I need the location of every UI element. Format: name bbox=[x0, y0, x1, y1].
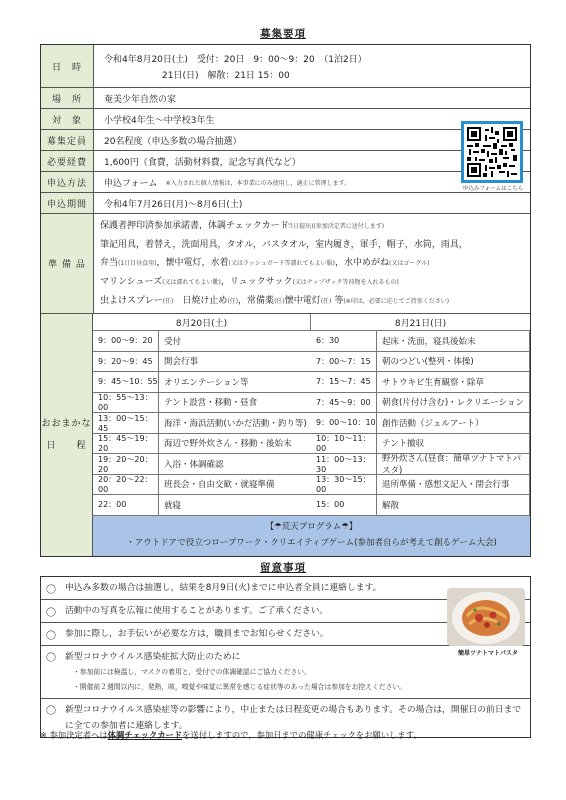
rain-title: 【☂荒天プログラム☂】 bbox=[265, 521, 358, 532]
schedule-activity-day2: 創作活動（ジェルアート） bbox=[377, 413, 530, 434]
schedule-activity-day2: 起床・洗面，寝具後始末 bbox=[377, 331, 530, 352]
qr-code[interactable] bbox=[461, 121, 523, 183]
capacity-value: 20名程度（申込多数の場合抽選） bbox=[104, 136, 242, 147]
qr-caption: 申込みフォームはこちら bbox=[462, 186, 524, 192]
schedule-activity-day2: 退所準備・感想文記入・閉会行事 bbox=[377, 475, 530, 496]
schedule-time-day2: 7：45～9：00 bbox=[311, 393, 377, 414]
notes-title: 留意事項 bbox=[260, 562, 306, 574]
schedule-activity-day2: サトウキビ生育観察・除草 bbox=[377, 372, 530, 393]
rain-program bbox=[93, 516, 530, 556]
schedule-time-day1: 22：00 bbox=[93, 495, 159, 516]
note-item: 〇 活動中の写真を広報に使用することがあります。ご了承ください。 bbox=[41, 599, 530, 622]
schedule-time-day1: 9：20～9：45 bbox=[93, 352, 159, 373]
schedule-time-day1: 20：20～22：00 bbox=[93, 475, 159, 496]
note-item: 〇 新型コロナウイルス感染症等の影響により，中止または日程変更の場合もあります。その場合は，開催日の前日までに全ての参加者に連絡します。 bbox=[41, 698, 530, 737]
rain-text: ・アウトドアで役立つロープワーク・クリエイティブゲーム(参加者自らが考えて創るゲーム大会) bbox=[126, 537, 497, 548]
qr-code-icon bbox=[467, 127, 517, 177]
row-target: 対 象 小学校4年生～中学校3年生 bbox=[41, 108, 530, 129]
schedule-time-day1: 19：20～20：20 bbox=[93, 454, 159, 475]
schedule-activity-day1: 受付 bbox=[159, 331, 311, 352]
schedule-activity-day2: テント撤収 bbox=[377, 434, 530, 455]
items-line-4: マリンシューズ(又は濡れてもよい靴)，リュックサック(又はナップザック等荷物を入れるもの) bbox=[100, 276, 399, 287]
schedule-activity-day1: テント設営・移動・昼食 bbox=[159, 393, 311, 414]
note-sub-item: ・参加前には検温し，マスクの着用と，受付での体調確認にご協力ください。 bbox=[73, 668, 311, 676]
row-date bbox=[41, 45, 530, 87]
schedule-time-day1: 15：45～19：20 bbox=[93, 434, 159, 455]
row-period: 申込期間 令和4年7月26日(月)～8月6日(土) bbox=[41, 192, 530, 213]
method-value: 申込フォーム bbox=[104, 178, 158, 189]
schedule-activity-day1: オリエンテーション等 bbox=[159, 372, 311, 393]
schedule-time-day1: 13：00～15：45 bbox=[93, 413, 159, 434]
schedule-activity-day2: 朝のつどい(整列・体操) bbox=[377, 352, 530, 373]
schedule-time-day2: 10：10～11：00 bbox=[311, 434, 377, 455]
schedule-time-day2: 13：30～15：00 bbox=[311, 475, 377, 496]
footer-note: ※ 参加決定者へは体調チェックカードを送付しますので，参加日までの健康チェックをお願いします。 bbox=[40, 730, 422, 740]
photo-caption: 簡単ツナトマトパスタ bbox=[458, 650, 518, 657]
schedule-activity-day1: 就寝 bbox=[159, 495, 311, 516]
schedule-activity-day1: 班長会・自由交歓・就寝準備 bbox=[159, 475, 311, 496]
day1-header: 8月20日(土) bbox=[93, 314, 311, 331]
row-place: 場 所 奄美少年自然の家 bbox=[41, 87, 530, 108]
schedule-activity-day1: 海辺で野外炊さん・移動・後始末 bbox=[159, 434, 311, 455]
schedule-grid bbox=[93, 314, 530, 516]
items-line-2: 筆記用具，着替え，洗面用具，タオル，バスタオル，室内履き，軍手，帽子，水筒，雨具， bbox=[100, 239, 468, 250]
schedule-time-day2: 9：00～10：10 bbox=[311, 413, 377, 434]
schedule-activity-day1: 開会行事 bbox=[159, 352, 311, 373]
privacy-note: ※入力された個人情報は，本事業にのみ使用し，適正に管理します。 bbox=[165, 179, 351, 187]
schedule-activity-day2: 解散 bbox=[377, 495, 530, 516]
schedule-time-day2: 11：00～13：30 bbox=[311, 454, 377, 475]
date-line-1: 令和4年8月20日(土) 受付：20日 9：00～9：20 （1泊2日） bbox=[104, 54, 367, 65]
schedule-activity-day1: 海洋・海浜活動(いかだ活動・釣り等) bbox=[159, 413, 311, 434]
schedule-time-day2: 15：00 bbox=[311, 495, 377, 516]
schedule-time-day1: 9：45～10：55 bbox=[93, 372, 159, 393]
row-method: 申込方法 申込フォーム ※入力された個人情報は，本事業にのみ使用し，適正に管理します。 bbox=[41, 171, 530, 192]
place-value: 奄美少年自然の家 bbox=[104, 94, 177, 105]
schedule-time-day1: 10：55～13：00 bbox=[93, 393, 159, 414]
note-sub-item: ・開催前２週間以内に，発熱，咳，嗅覚や味覚に異常を感じる症状等のあった場合は参加をお控えください。 bbox=[73, 683, 406, 691]
period-value: 令和4年7月26日(月)～8月6日(土) bbox=[104, 199, 243, 210]
schedule-activity-day2: 野外炊さん(昼食：簡単ツナトマトパスタ) bbox=[377, 454, 530, 475]
items-line-1: 保護者押印済参加承諾書，体調チェックカード(当日提出)(参加決定者に送付します) bbox=[100, 220, 385, 231]
items-line-5: 虫よけスプレー(任) 日焼け止め(任)，常備薬(任)懐中電灯(任) 等(※印は，必要に応じてご持参ください) bbox=[100, 295, 450, 306]
note-item: 〇 参加に際し，お手伝いが必要な方は，職員までお知らせください。 bbox=[41, 622, 530, 645]
row-items: 準 備 品 保護者押印済参加承諾書，体調チェックカード(当日提出)(参加決定者に送付します) 筆記用具，着替え，洗面用具，タオル，バスタオル，室内履き，軍手，帽子，水筒，雨具， 弁当(1日目昼食用)，懐中電灯，水着(又はラッシュガード等濡れてもよい服)，水中めがね(又はゴーグル) マリンシューズ(又は濡れてもよい靴)，リュックサック(又はナップザック等荷物を入れるもの) 虫よけスプレー(任) 日焼け止め(任)，常備薬(任)懐中電灯(任) 等(※印は，必要に応じてご持参ください) bbox=[41, 213, 530, 313]
page-title: 募集要項 bbox=[260, 28, 306, 40]
schedule-time-day1: 9：00～9：20 bbox=[93, 331, 159, 352]
schedule-time-day2: 6：30 bbox=[311, 331, 377, 352]
row-schedule: おおまかな 日 程 8月20日(土) 8月21日(日) 9：00～9：20 受付 6：30 起床・洗面，寝具後始末 9：20～9：45 開会行事 7：00～7：15 朝のつどい(整列・体操) 9：45～10：55 オリエンテーション等 7：15～7：45 サトウキビ生育観察・除草 10：55～13：00 テント設営・移動・昼食 7：45～9：00 朝食(片付け含む)・レクリエーション 13：00～15：45 海洋・海浜活動(いかだ活動・釣り等) 9：00～10：10 創作活動（ジェルアート） 15：45～19：20 海辺で野外炊さん・移動・後始末 10：10～11：00 テント撤収 19：20～20：20 入浴・体調確認 11：00～13：30 野外炊さん(昼食：簡単ツナトマトパスタ) 20：20～22：00 班長会・自由交歓・就寝準備 13：30～15：00 退所準備・感想文記入・閉会行事 22：00 就寝 15：00 解散 【☂荒天プログラム☂】 ・アウトドアで役立つロープワーク・クリエイティブゲーム(参加者自らが考えて創るゲーム大会) bbox=[41, 313, 530, 556]
target-value: 小学校4年生～中学校3年生 bbox=[104, 115, 215, 126]
items-line-3: 弁当(1日目昼食用)，懐中電灯，水着(又はラッシュガード等濡れてもよい服)，水中めがね(又はゴーグル) bbox=[100, 257, 430, 268]
note-item: 〇 申込み多数の場合は抽選し，結果を8月9日(火)までに申込者全員に連絡します。 bbox=[46, 583, 382, 596]
schedule-activity-day1: 入浴・体調確認 bbox=[159, 454, 311, 475]
pasta-photo bbox=[447, 588, 525, 646]
note-item: 〇 新型コロナウイルス感染症拡大防止のために ・参加前には検温し，マスクの着用と，受付での体調確認にご協力ください。 ・開催前２週間以内に，発熱，咳，嗅覚や味覚に異常を感じる症状等のあった場合は参加をお控えください。 bbox=[41, 645, 530, 698]
row-capacity: 募集定員 20名程度（申込多数の場合抽選） bbox=[41, 129, 530, 150]
label-date: 日 時 bbox=[41, 45, 94, 87]
pasta-image bbox=[447, 588, 525, 646]
cost-value: 1,600円（食費，活動材料費，記念写真代など） bbox=[104, 157, 301, 168]
date-line-2: 21日(日) 解散：21日 15：00 bbox=[162, 70, 290, 81]
schedule-activity-day2: 朝食(片付け含む)・レクリエーション bbox=[377, 393, 530, 414]
day2-header: 8月21日(日) bbox=[311, 314, 530, 331]
row-cost: 必要経費 1,600円（食費，活動材料費，記念写真代など） bbox=[41, 150, 530, 171]
recruitment-table bbox=[40, 44, 531, 557]
schedule-time-day2: 7：15～7：45 bbox=[311, 372, 377, 393]
schedule-time-day2: 7：00～7：15 bbox=[311, 352, 377, 373]
